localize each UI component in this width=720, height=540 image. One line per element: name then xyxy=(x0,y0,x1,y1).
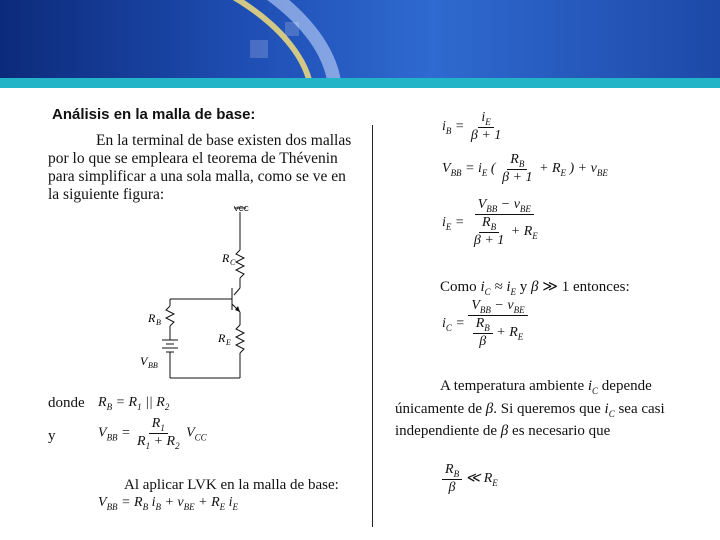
rc-sub: C xyxy=(230,258,236,267)
como-line: Como $i_C \approx i_E$ y β ≫ 1 entonces: xyxy=(440,279,630,297)
lvk-text: Al aplicar LVK en la malla de base: xyxy=(124,477,339,493)
ib-equation: $i_B$ = $\frac{i_E}{\beta + 1}$ xyxy=(442,110,502,143)
temp-text: sea casi xyxy=(618,401,665,417)
re-sub: E xyxy=(226,338,231,347)
donde-label: donde xyxy=(48,395,85,411)
circuit-diagram xyxy=(100,200,260,385)
vbb-label: V xyxy=(140,354,148,368)
y-label: y xyxy=(48,428,56,444)
banner-square xyxy=(250,40,268,58)
vbb-loop-equation: $V_{BB} = i_E$ ( $\frac{R_B}{\beta + 1}$ + $R_E$ ) + $v_{BE}$ xyxy=(442,152,608,185)
como-prefix: Como xyxy=(440,279,477,295)
intro-line: la siguiente figura: xyxy=(48,186,165,203)
temp-text: independiente de xyxy=(395,423,498,439)
rb-label: R xyxy=(148,311,156,325)
temp-text: únicamente de xyxy=(395,401,483,417)
temp-line-3: independiente de β es necesario que xyxy=(395,423,611,439)
banner-square xyxy=(285,22,299,36)
re-label: R xyxy=(218,331,226,345)
rb-sub: B xyxy=(156,318,161,327)
ie-equation: $i_E$ = $V_{BB} - v_{BE}$ $\frac{R_B}{\beta + 1}$ + $R_E$ xyxy=(442,197,538,248)
column-divider xyxy=(372,125,373,527)
header-strip xyxy=(0,78,720,88)
rc-label: R xyxy=(222,251,230,265)
vbb-sub: BB xyxy=(148,361,158,370)
temp-line-2: únicamente de β. Si queremos que $i_C$ sea casi xyxy=(395,401,665,419)
temp-line-1: A temperatura ambiente $i_C$ depende xyxy=(440,378,652,396)
header-banner xyxy=(0,0,720,78)
temp-text: depende xyxy=(601,378,652,394)
intro-line: para simplificar a una sola malla, como se ve en xyxy=(48,168,346,185)
intro-line: por lo que se empleara el teorema de Thévenin xyxy=(48,150,338,167)
como-suffix: entonces: xyxy=(572,279,630,295)
intro-line: En la terminal de base existen dos mallas xyxy=(96,132,352,149)
slide-title: Análisis en la malla de base: xyxy=(52,106,256,123)
temp-text: es necesario que xyxy=(512,423,611,439)
intro-paragraph xyxy=(48,132,358,204)
rb-equation: $R_B = R_1$ || $R_2$ xyxy=(98,395,170,412)
como-mid: y xyxy=(519,279,528,295)
temp-text: . Si queremos que xyxy=(493,401,601,417)
lvk-equation: $V_{BB} = R_B$ $i_B + v_{BE} + R_E$ $i_E$ xyxy=(98,495,239,512)
condition-equation: $\frac{R_B}{\beta}$ ≪ $R_E$ xyxy=(442,462,498,496)
vcc-label: VCC xyxy=(234,206,249,213)
ic-equation: $i_C$ = $V_{BB} - v_{BE}$ $\frac{R_B}{\beta}$ + $R_E$ xyxy=(442,298,528,350)
temp-text: A temperatura ambiente xyxy=(440,378,585,394)
vbb-equation: $V_{BB}$ = $\frac{R_1}{R_1 + R_2}$ $V_{CC}$ xyxy=(98,416,207,451)
